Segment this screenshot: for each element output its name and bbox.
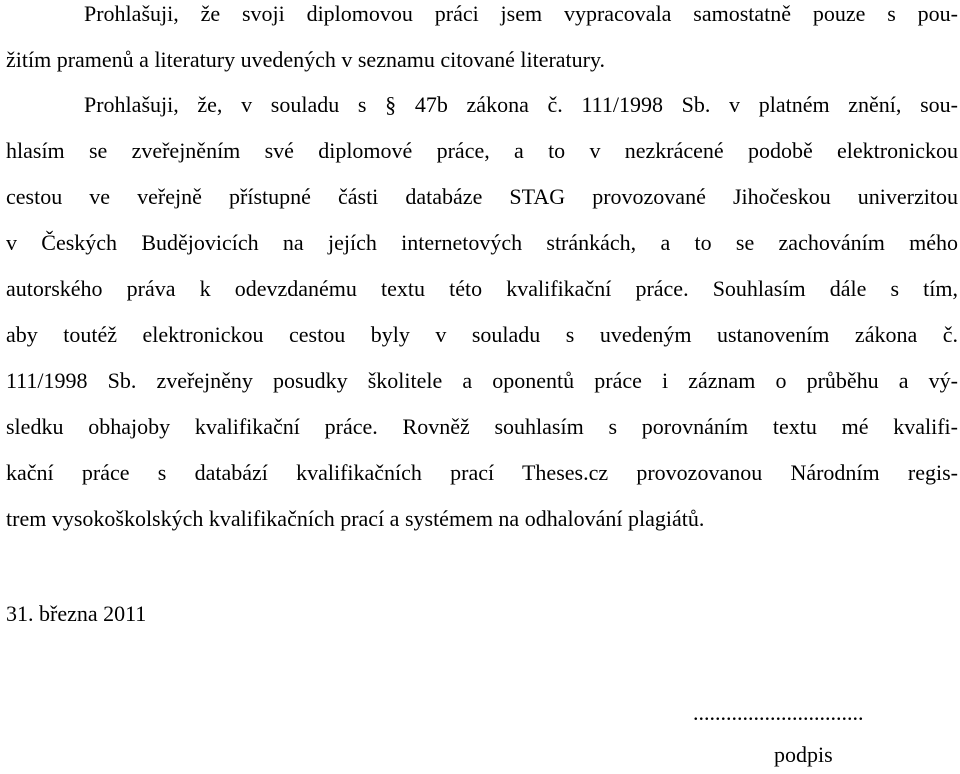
declaration-line: Prohlašuji, že, v souladu s § 47b zákona č. 111/1998 Sb. v platném znění, sou- — [84, 92, 958, 117]
declaration-line: trem vysokoškolských kvalifikačních prací a systémem na odhalování plagiátů. — [6, 506, 705, 531]
declaration-line: 111/1998 Sb. zveřejněny posudky školitele a oponentů práce i záznam o průběhu a vý- — [6, 368, 958, 393]
declaration-line: hlasím se zveřejněním své diplomové práce, a to v nezkrácené podobě elektronickou — [6, 138, 958, 163]
signature-line: ............................... — [693, 700, 864, 725]
declaration-line: kační práce s databází kvalifikačních prací Theses.cz provozovanou Národním regis- — [6, 460, 958, 485]
declaration-line: aby toutéž elektronickou cestou byly v souladu s uvedeným ustanovením zákona č. — [6, 322, 958, 347]
declaration-date: 31. března 2011 — [6, 601, 147, 626]
declaration-line: Prohlašuji, že svoji diplomovou práci jsem vypracovala samostatně pouze s pou- — [84, 1, 958, 26]
declaration-line: autorského práva k odevzdanému textu této kvalifikační práce. Souhlasím dále s tím, — [6, 276, 958, 301]
declaration-line: v Českých Budějovicích na jejích internetových stránkách, a to se zachováním mého — [6, 230, 958, 255]
declaration-line: cestou ve veřejně přístupné části databáze STAG provozované Jihočeskou univerzitou — [6, 184, 958, 209]
signature-label: podpis — [774, 742, 833, 767]
declaration-line: žitím pramenů a literatury uvedených v seznamu citované literatury. — [6, 47, 606, 72]
declaration-line: sledku obhajoby kvalifikační práce. Rovněž souhlasím s porovnáním textu mé kvalifi- — [6, 414, 958, 439]
